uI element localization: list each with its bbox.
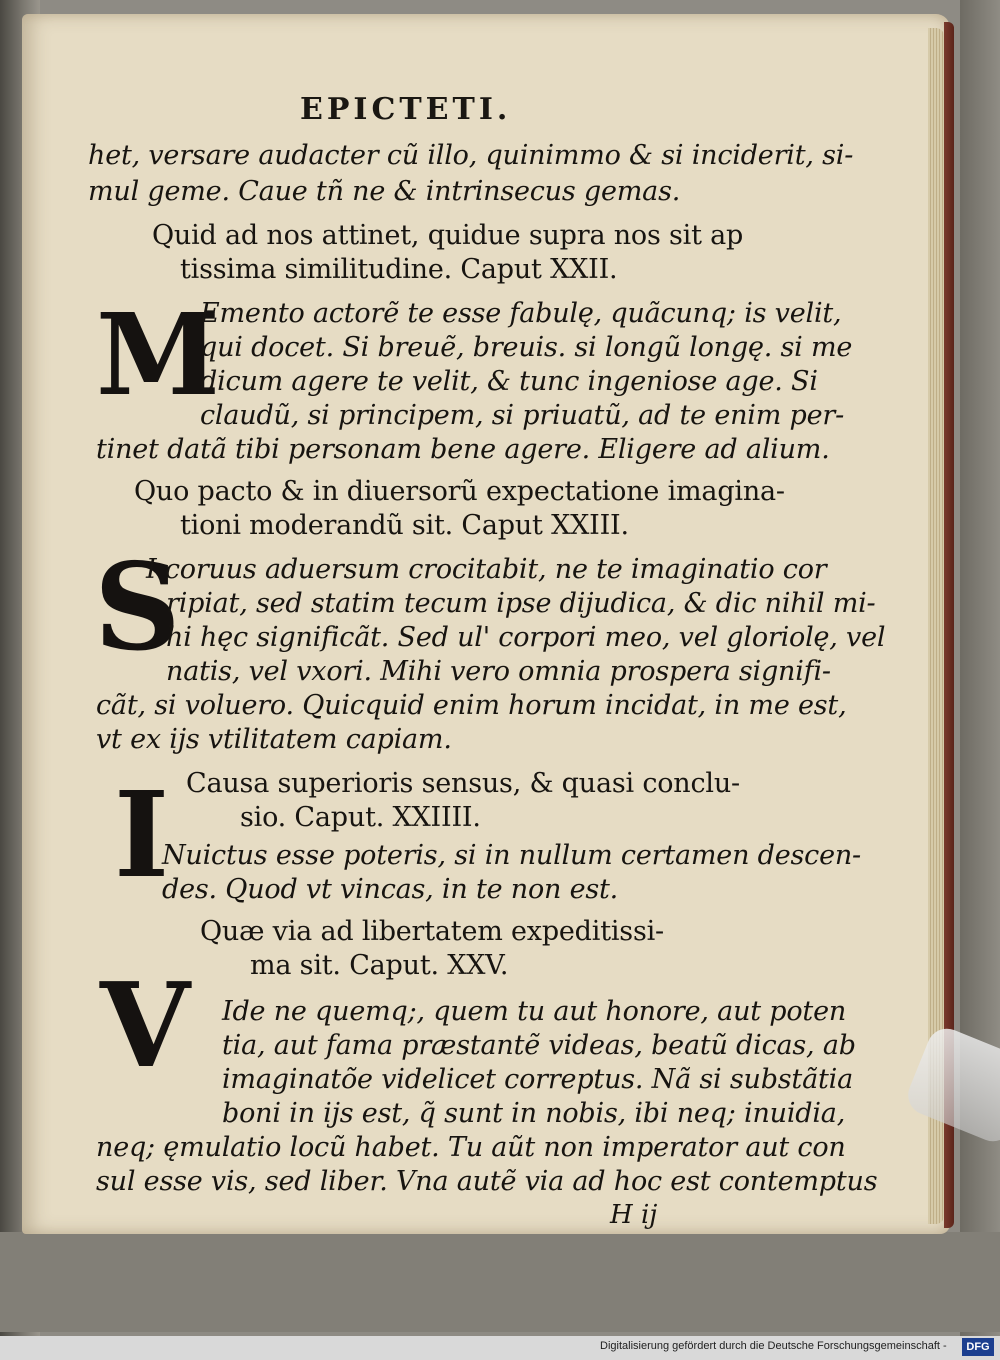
text-line: I coruus aduersum crocitabit, ne te imaginatio cor	[146, 554, 827, 585]
text-line: vt ex ijs vtilitatem capiam.	[96, 724, 452, 755]
chapter-heading: Causa superioris sensus, & quasi conclu-	[186, 768, 740, 799]
text-line: claudũ, si principem, si priuatũ, ad te enim per-	[200, 400, 845, 431]
running-head: EPICTETI.	[300, 92, 512, 127]
text-line: qui docet. Si breuẽ, breuis. si longũ longę. si me	[200, 332, 853, 363]
text-line: Emento actorẽ te esse fabulę, quãcunq; is velit,	[200, 298, 842, 329]
chapter-heading: Quæ via ad libertatem expeditissi-	[200, 916, 664, 947]
text-line: het, versare audacter cũ illo, quinimmo & si inciderit, si-	[88, 140, 854, 171]
text-line: neq; ęmulatio locũ habet. Tu aũt non imperator aut con	[96, 1132, 846, 1163]
footer-credit: Digitalisierung gefördert durch die Deutsche Forschungsgemeinschaft -	[600, 1340, 947, 1352]
text-line: mul geme. Caue tñ ne & intrinsecus gemas.	[88, 176, 681, 207]
text-line: dicum agere te velit, & tunc ingeniose age. Si	[200, 366, 818, 397]
chapter-heading: Quo pacto & in diuersorũ expectatione imagina-	[134, 476, 785, 507]
drop-cap-initial: S	[94, 537, 181, 678]
text-line: ripiat, sed statim tecum ipse dijudica, & dic nihil mi-	[166, 588, 876, 619]
text-line: cãt, si voluero. Quicquid enim horum incidat, in me est,	[96, 690, 847, 721]
chapter-heading: tioni moderandũ sit. Caput XXIII.	[180, 510, 629, 541]
dfg-logo-icon: DFG	[962, 1338, 994, 1356]
text-line: natis, vel vxori. Mihi vero omnia prospera signifi-	[166, 656, 831, 687]
drop-cap-initial: V	[100, 958, 191, 1094]
text-line: tia, aut fama præstantẽ videas, beatũ dicas, ab	[222, 1030, 856, 1061]
text-line: des. Quod vt vincas, in te non est.	[162, 874, 619, 905]
text-line: tinet datã tibi personam bene agere. Eligere ad alium.	[96, 434, 830, 465]
chapter-heading: Quid ad nos attinet, quidue supra nos sit ap	[152, 220, 744, 251]
drop-cap-initial: I	[114, 765, 170, 904]
text-line: boni in ijs est, q̃ sunt in nobis, ibi neq; inuidia,	[222, 1098, 846, 1129]
text-line: sul esse vis, sed liber. Vna autẽ via ad hoc est contemptus	[96, 1166, 878, 1197]
chapter-heading: sio. Caput. XXIIII.	[240, 802, 481, 833]
text-line: hi hęc significãt. Sed ul' corpori meo, vel gloriolę, vel	[166, 622, 886, 653]
signature-mark: H ij	[610, 1200, 658, 1230]
background-bottom	[0, 1232, 1000, 1332]
text-line: Ide ne quemq;, quem tu aut honore, aut poten	[222, 996, 847, 1027]
background-right	[960, 0, 1000, 1360]
chapter-heading: ma sit. Caput. XXV.	[250, 950, 509, 981]
drop-cap-initial: M	[96, 290, 220, 421]
text-line: imaginatõe videlicet correptus. Nã si substãtia	[222, 1064, 853, 1095]
chapter-heading: tissima similitudine. Caput XXII.	[180, 254, 618, 285]
text-line: Nuictus esse poteris, si in nullum certamen descen-	[162, 840, 861, 871]
